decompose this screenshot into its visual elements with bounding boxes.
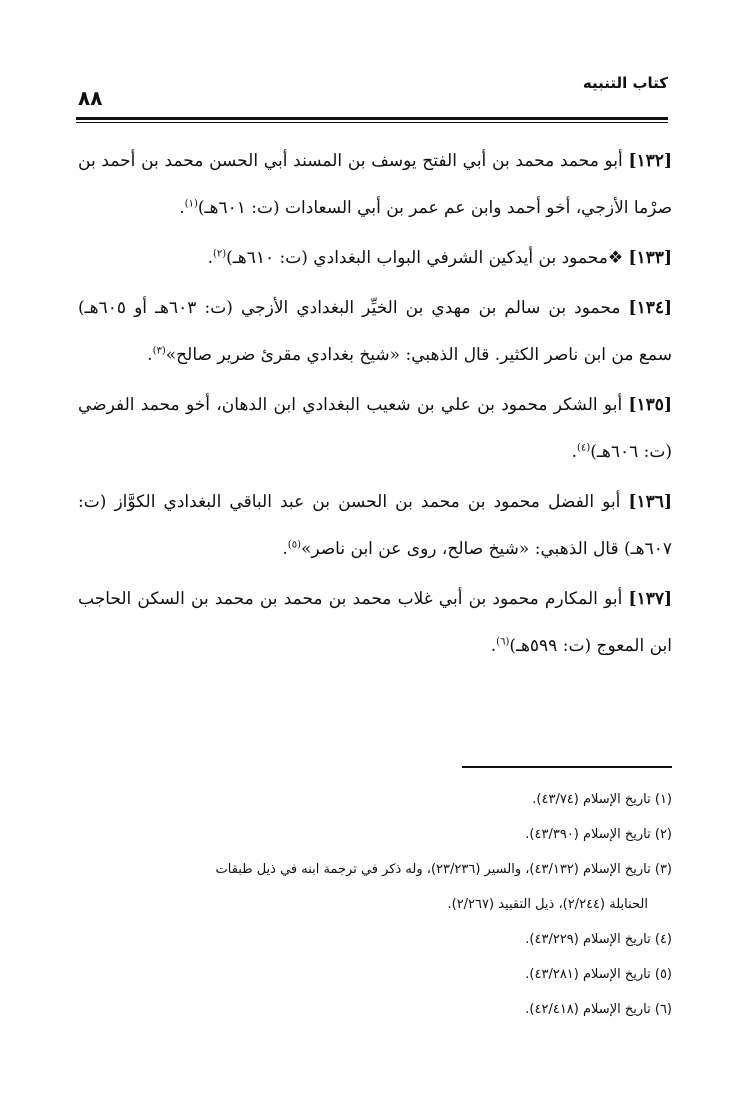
footnote-separator xyxy=(462,766,672,768)
entry-text: ❖محمود بن أيدكين الشرفي البواب البغدادي (ت: ٦١٠هـ) xyxy=(226,248,624,268)
footnote-3-continued: الحنابلة (٢/٢٤٤)، ذيل التقييد (٢/٢٦٧). xyxy=(447,897,648,912)
entry-135 xyxy=(78,382,672,476)
page-number: ٨٨ xyxy=(78,86,103,110)
running-header xyxy=(76,74,668,118)
footnote-ref: (٤) xyxy=(577,442,591,454)
entry-end: . xyxy=(282,539,288,559)
footnote-1: (١) تاريخ الإسلام (٤٣/٧٤). xyxy=(532,792,672,807)
entry-end: . xyxy=(179,198,185,218)
entry-text: أبو محمد محمد بن أبي الفتح يوسف بن المسند أبي الحسن محمد بن أحمد بن صرْما الأزجي، أخو أحمد وابن عم عمر بن أبي السعادات (ت: ٦٠١هـ) xyxy=(78,151,672,218)
entry-136 xyxy=(78,479,672,573)
entry-end: . xyxy=(147,345,153,365)
entry-number: [١٣٦] xyxy=(628,492,672,512)
footnote-4: (٤) تاريخ الإسلام (٤٣/٢٢٩). xyxy=(525,932,672,947)
footnote-2: (٢) تاريخ الإسلام (٤٣/٣٩٠). xyxy=(525,827,672,842)
entry-137 xyxy=(78,576,672,670)
entry-number: [١٣٢] xyxy=(628,151,672,171)
header-rule xyxy=(76,117,668,123)
entry-134 xyxy=(78,285,672,379)
entry-number: [١٣٧] xyxy=(628,589,673,609)
entry-132 xyxy=(78,138,672,232)
entry-text: أبو الشكر محمود بن علي بن شعيب البغدادي ابن الدهان، أخو محمد الفرضي (ت: ٦٠٦هـ) xyxy=(78,395,672,462)
entry-number: [١٣٤] xyxy=(628,298,673,318)
footnote-5: (٥) تاريخ الإسلام (٤٣/٢٨١). xyxy=(525,967,672,982)
footnote-6: (٦) تاريخ الإسلام (٤٢/٤١٨). xyxy=(525,1002,672,1017)
footnote-ref: (٦) xyxy=(496,636,510,648)
footnotes xyxy=(78,782,672,1027)
entry-133 xyxy=(78,235,672,282)
entry-number: [١٣٥] xyxy=(628,395,672,415)
footnote-ref: (٢) xyxy=(212,248,227,260)
entry-end: . xyxy=(490,636,497,656)
entry-number: [١٣٣] xyxy=(628,248,672,268)
book-title: كتاب التنبيه xyxy=(582,74,668,92)
entry-text: محمود بن سالم بن مهدي بن الخيِّر البغدادي الأزجي (ت: ٦٠٣هـ أو ٦٠٥هـ) سمع من ابن ناصر الكثير. قال الذهبي: «شيخ بغدادي مقرئ ضرير صالح» xyxy=(78,298,672,365)
entry-text: أبو المكارم محمود بن أبي غلاب محمد بن محمد بن محمد بن السكن الحاجب ابن المعوج (ت: ٥٩٩هـ) xyxy=(78,589,672,656)
main-text xyxy=(78,138,672,673)
entry-text: أبو الفضل محمود بن محمد بن الحسن بن عبد الباقي البغدادي الكوَّاز (ت: ٦٠٧هـ) قال الذهبي: «شيخ صالح، روى عن ابن ناصر» xyxy=(78,492,672,559)
entry-end: . xyxy=(571,442,578,462)
footnote-ref: (٥) xyxy=(287,539,301,551)
footnote-3: (٣) تاريخ الإسلام (٤٣/١٣٢)، والسير (٢٣/٢٣٦)، وله ذكر في ترجمة ابنه في ذيل طبقات xyxy=(215,862,672,877)
footnote-ref: (٣) xyxy=(152,345,166,357)
entry-end: . xyxy=(207,248,213,268)
footnote-ref: (١) xyxy=(184,198,198,210)
